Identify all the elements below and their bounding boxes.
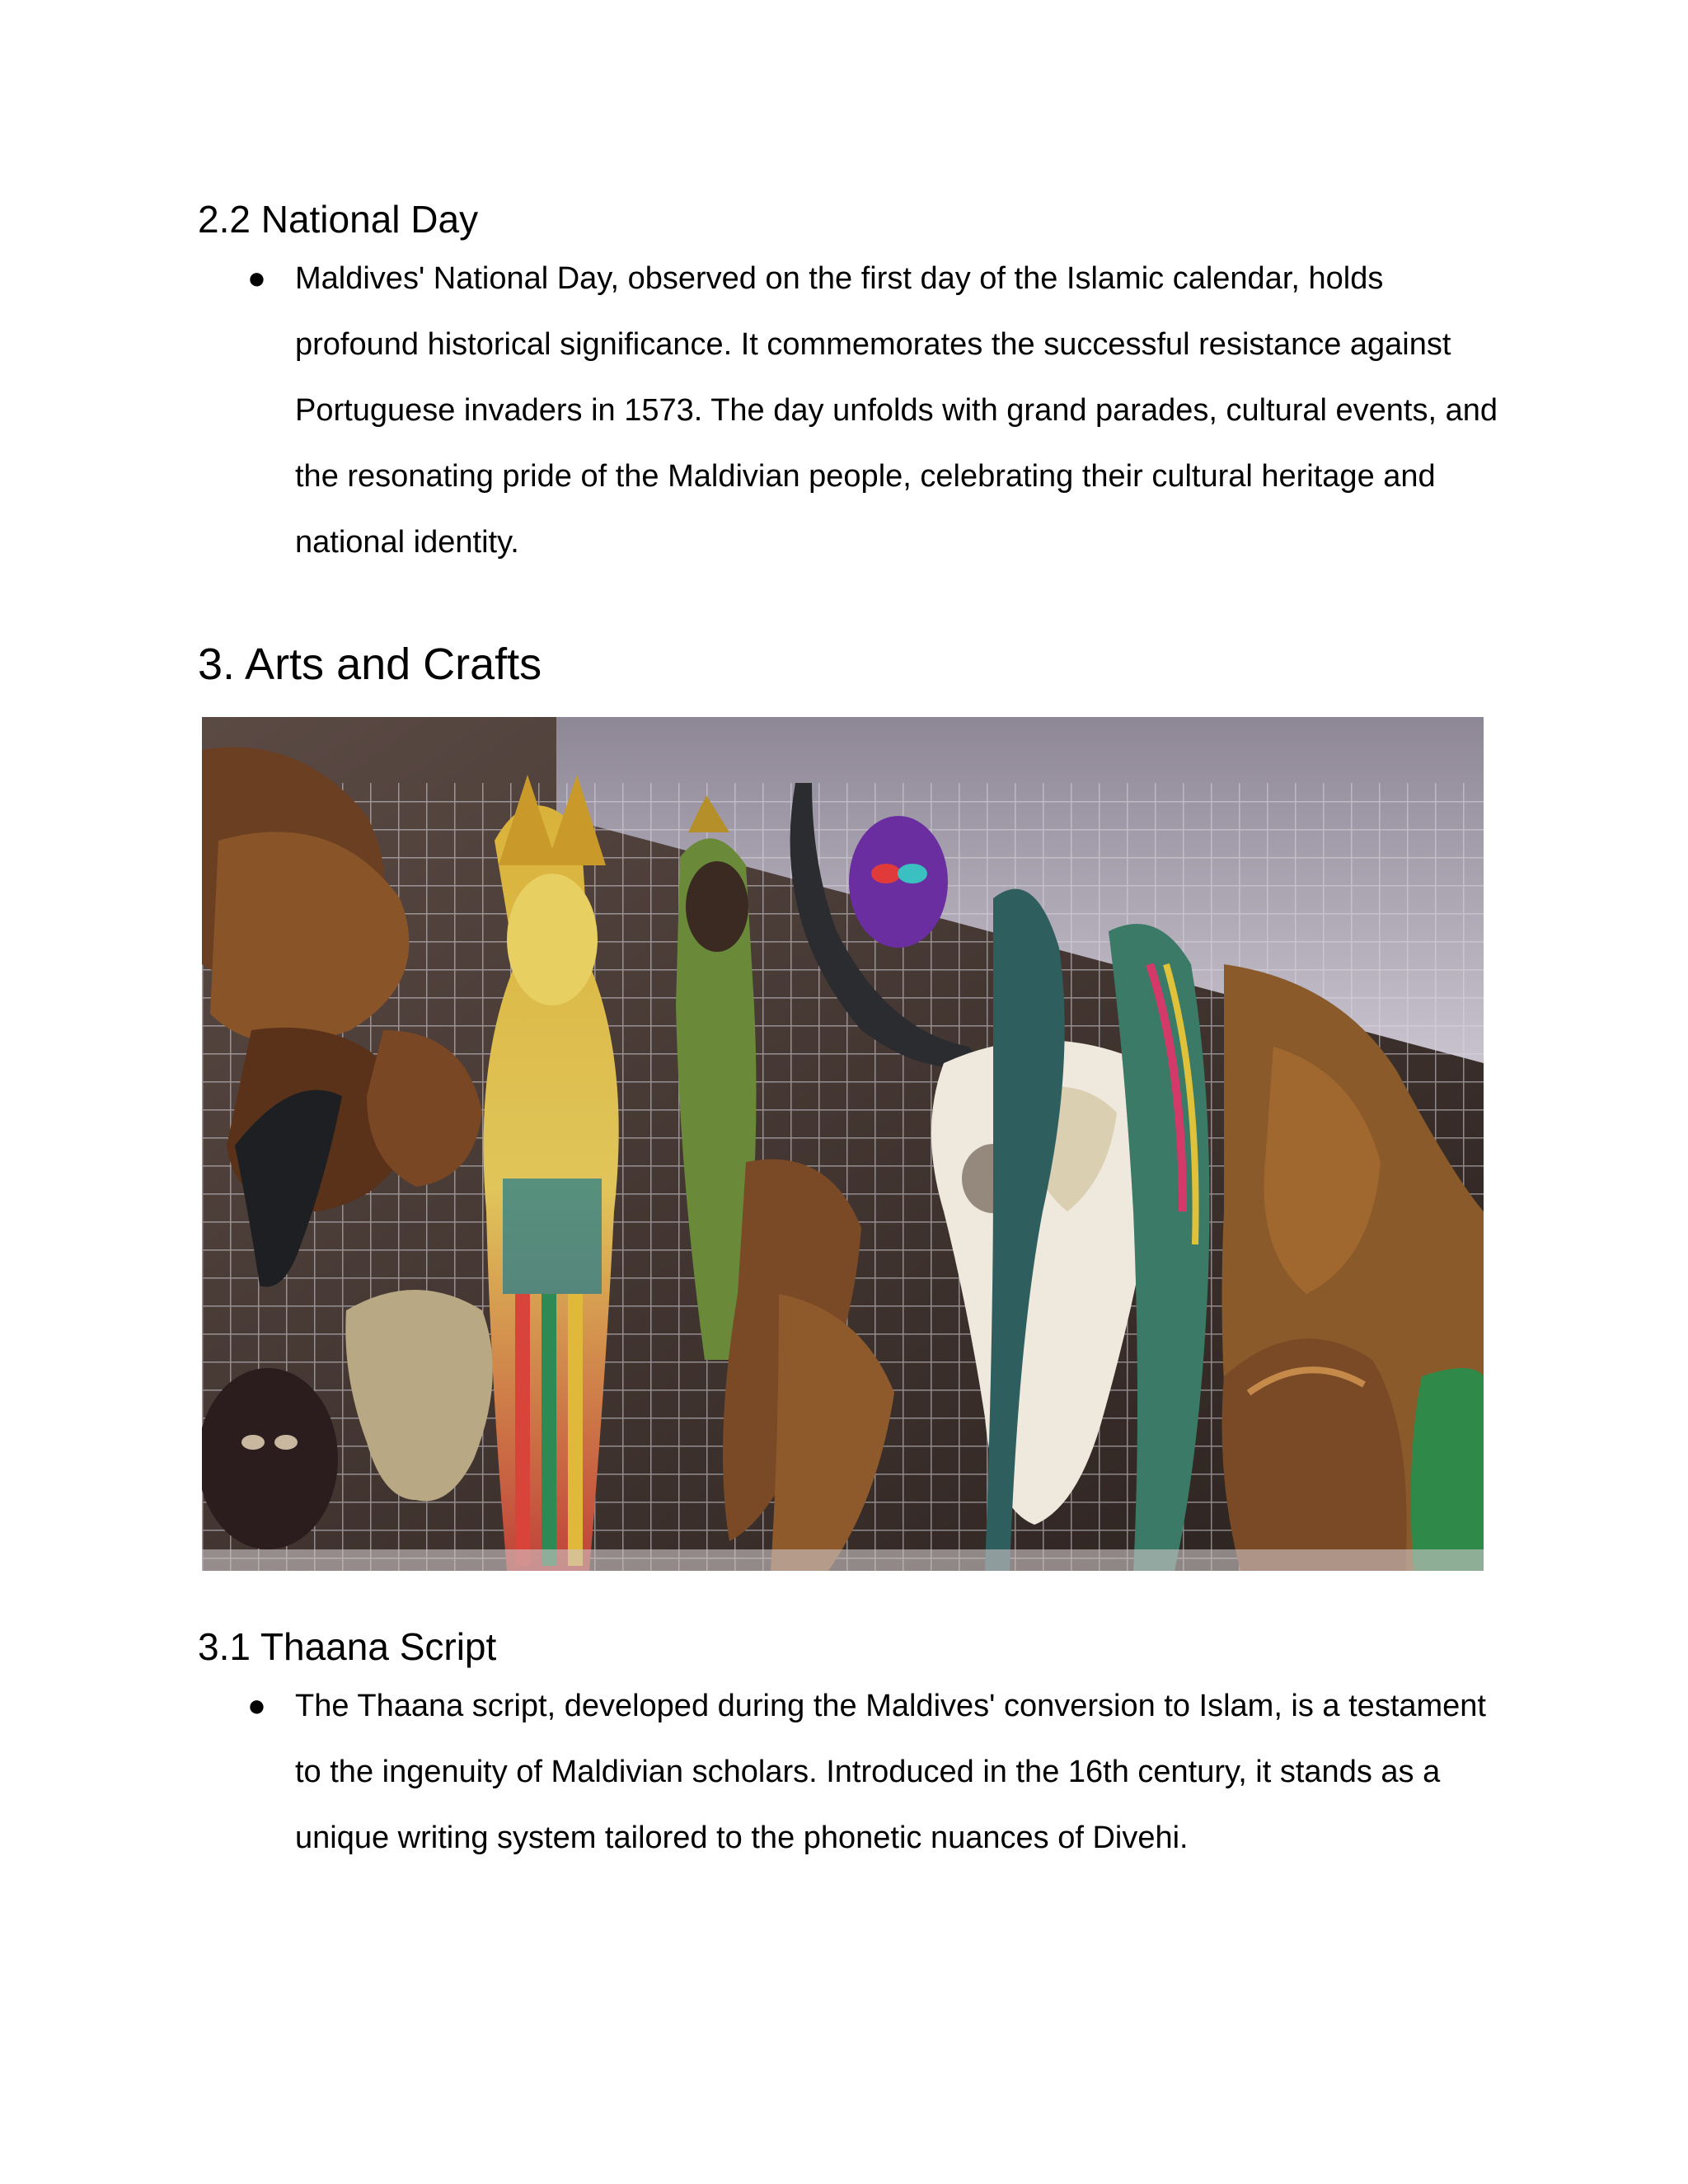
bullet-icon: ● <box>247 1689 266 1723</box>
bullet-icon: ● <box>247 261 266 296</box>
bullet-item-thaana-script <box>247 1673 1508 1871</box>
paragraph-thaana-script: The Thaana script, developed during the Maldives' conversion to Islam, is a testament to the ingenuity of Maldivian scholars. Introduced in the 16th century, it stands as a unique writing system tailored to the phonetic nuances of Divehi. <box>295 1689 1486 1855</box>
paragraph-national-day: Maldives' National Day, observed on the first day of the Islamic calendar, holds profound historical significance. It commemorates the successful resistance against Portuguese invaders in 1573. The day unfolds with grand parades, cultural events, and the resonating pride of the Maldivian people, celebrating their cultural heritage and national identity. <box>295 261 1498 560</box>
crafts-market-photo <box>202 717 1484 1571</box>
bullet-item-national-day <box>247 246 1508 575</box>
section-heading-arts-and-crafts: 3. Arts and Crafts <box>198 640 542 689</box>
section-heading-thaana-script: 3.1 Thaana Script <box>198 1625 497 1668</box>
section-heading-national-day: 2.2 National Day <box>198 198 479 241</box>
